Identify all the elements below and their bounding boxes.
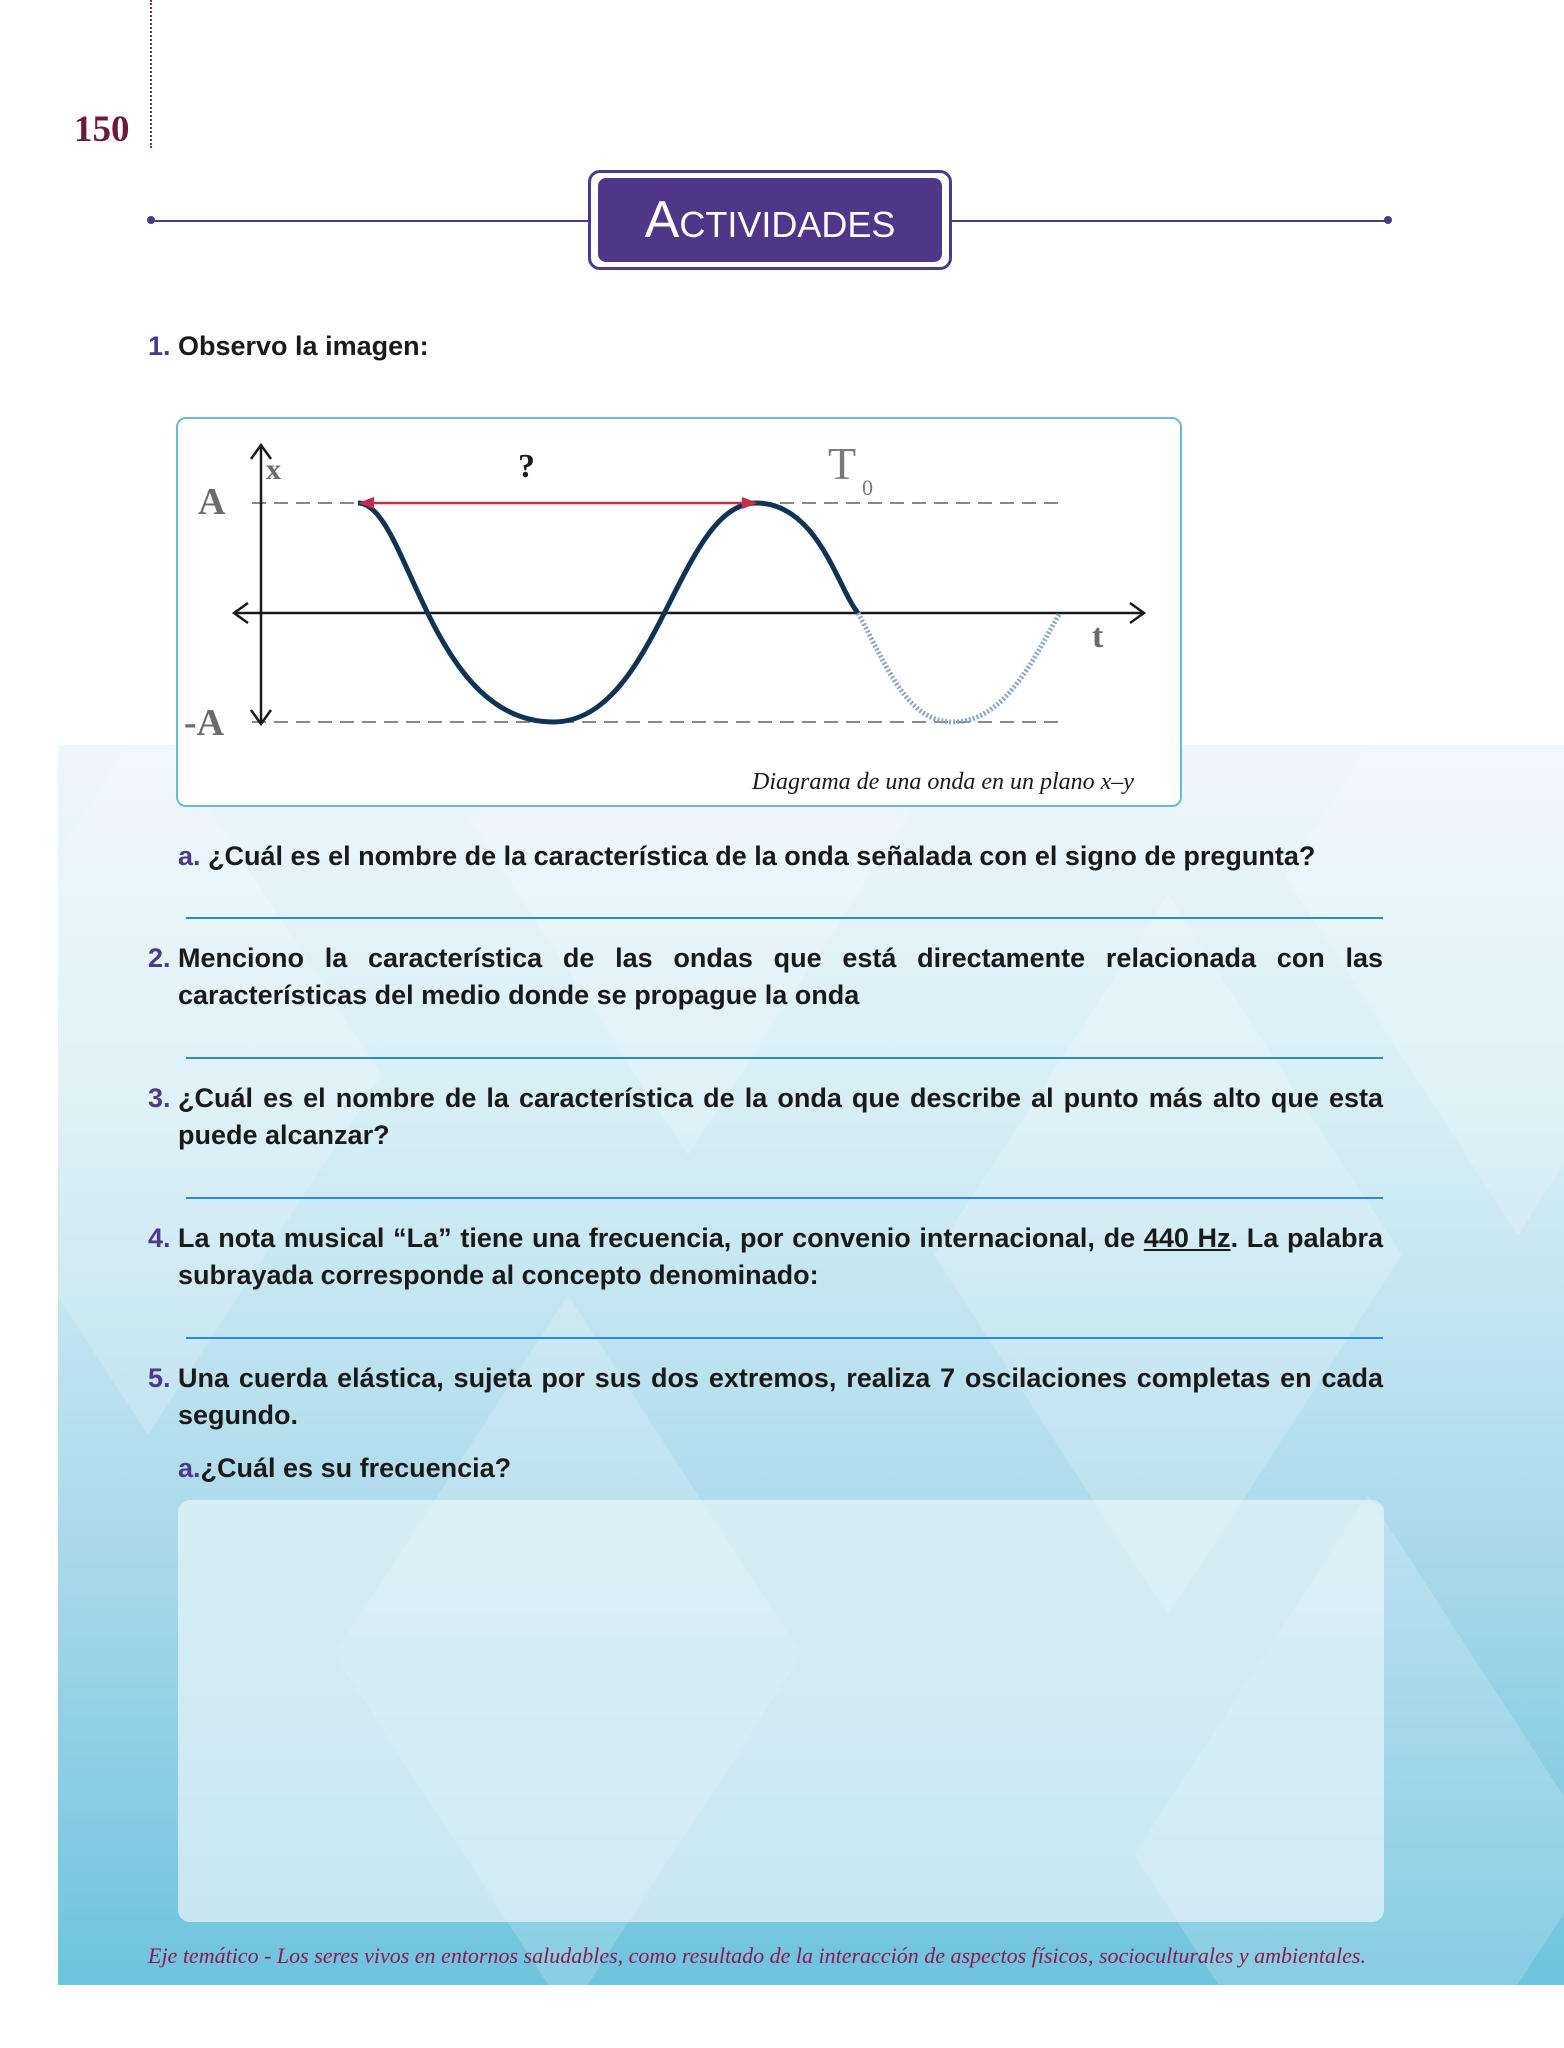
question-number: 5. xyxy=(148,1363,171,1393)
label-T: T xyxy=(828,438,857,489)
question-text: Observo la imagen: xyxy=(178,331,429,361)
q4-underlined: 440 Hz xyxy=(1143,1223,1231,1253)
answer-line-3[interactable] xyxy=(186,1197,1383,1199)
question-number: 1. xyxy=(148,331,171,361)
answer-line-1a[interactable] xyxy=(186,917,1383,919)
wave-faded xyxy=(858,613,1060,722)
answer-line-2[interactable] xyxy=(186,1057,1383,1059)
question-1a xyxy=(178,838,1383,875)
wave-diagram xyxy=(178,419,1180,805)
question-text: Menciono la característica de las ondas que está directamente relacionada con las características del medio donde se propague la onda xyxy=(178,943,1383,1010)
question-number: 3. xyxy=(148,1083,171,1113)
sub-letter: a. xyxy=(178,841,201,871)
section-title: Actividades xyxy=(598,178,942,262)
answer-line-4[interactable] xyxy=(186,1337,1383,1339)
label-question: ? xyxy=(518,448,535,485)
q4-text-after: . La palabra subrayada corresponde al concepto denominado: xyxy=(178,1223,1383,1290)
arrowhead-right xyxy=(742,497,758,509)
answer-box-5a[interactable] xyxy=(178,1500,1384,1922)
figure-caption: Diagrama de una onda en un plano x–y xyxy=(752,769,1134,795)
question-number: 4. xyxy=(148,1223,171,1253)
rule-dot-left xyxy=(147,216,155,224)
question-4 xyxy=(148,1220,1383,1294)
margin-dotted-line xyxy=(150,0,152,148)
question-1 xyxy=(148,328,1383,365)
header-rule-left xyxy=(150,220,592,222)
question-text xyxy=(148,1220,1383,1294)
sub-question-text: ¿Cuál es su frecuencia? xyxy=(200,1453,512,1483)
label-T-sub: 0 xyxy=(862,475,873,500)
label-t: t xyxy=(1092,618,1104,655)
label-A: A xyxy=(198,481,226,523)
q4-text-before: La nota musical “La” tiene una frecuencia, por convenio internacional, de xyxy=(178,1223,1144,1253)
label-negA: -A xyxy=(184,702,225,744)
sub-question-text: ¿Cuál es el nombre de la característica de la onda señalada con el signo de pregunta? xyxy=(208,841,1316,871)
question-2 xyxy=(148,940,1383,1014)
question-number: 2. xyxy=(148,943,171,973)
label-x: x xyxy=(266,453,281,486)
page-number: 150 xyxy=(74,109,130,150)
question-5 xyxy=(148,1360,1383,1434)
footer-theme: Eje temático - Los seres vivos en entornos saludables, como resultado de la interacción de aspectos físicos, socioculturales y ambientales. xyxy=(148,1943,1366,1968)
rule-dot-right xyxy=(1384,216,1392,224)
question-text: Una cuerda elástica, sujeta por sus dos extremos, realiza 7 oscilaciones completas en cada segundo. xyxy=(178,1363,1383,1430)
sub-letter: a. xyxy=(178,1453,201,1483)
question-3 xyxy=(148,1080,1383,1154)
wave-figure xyxy=(176,417,1182,807)
question-5a xyxy=(178,1450,1383,1487)
question-text: ¿Cuál es el nombre de la característica de la onda que describe al punto más alto que esta puede alcanzar? xyxy=(178,1083,1383,1150)
header-rule-right xyxy=(948,220,1388,222)
